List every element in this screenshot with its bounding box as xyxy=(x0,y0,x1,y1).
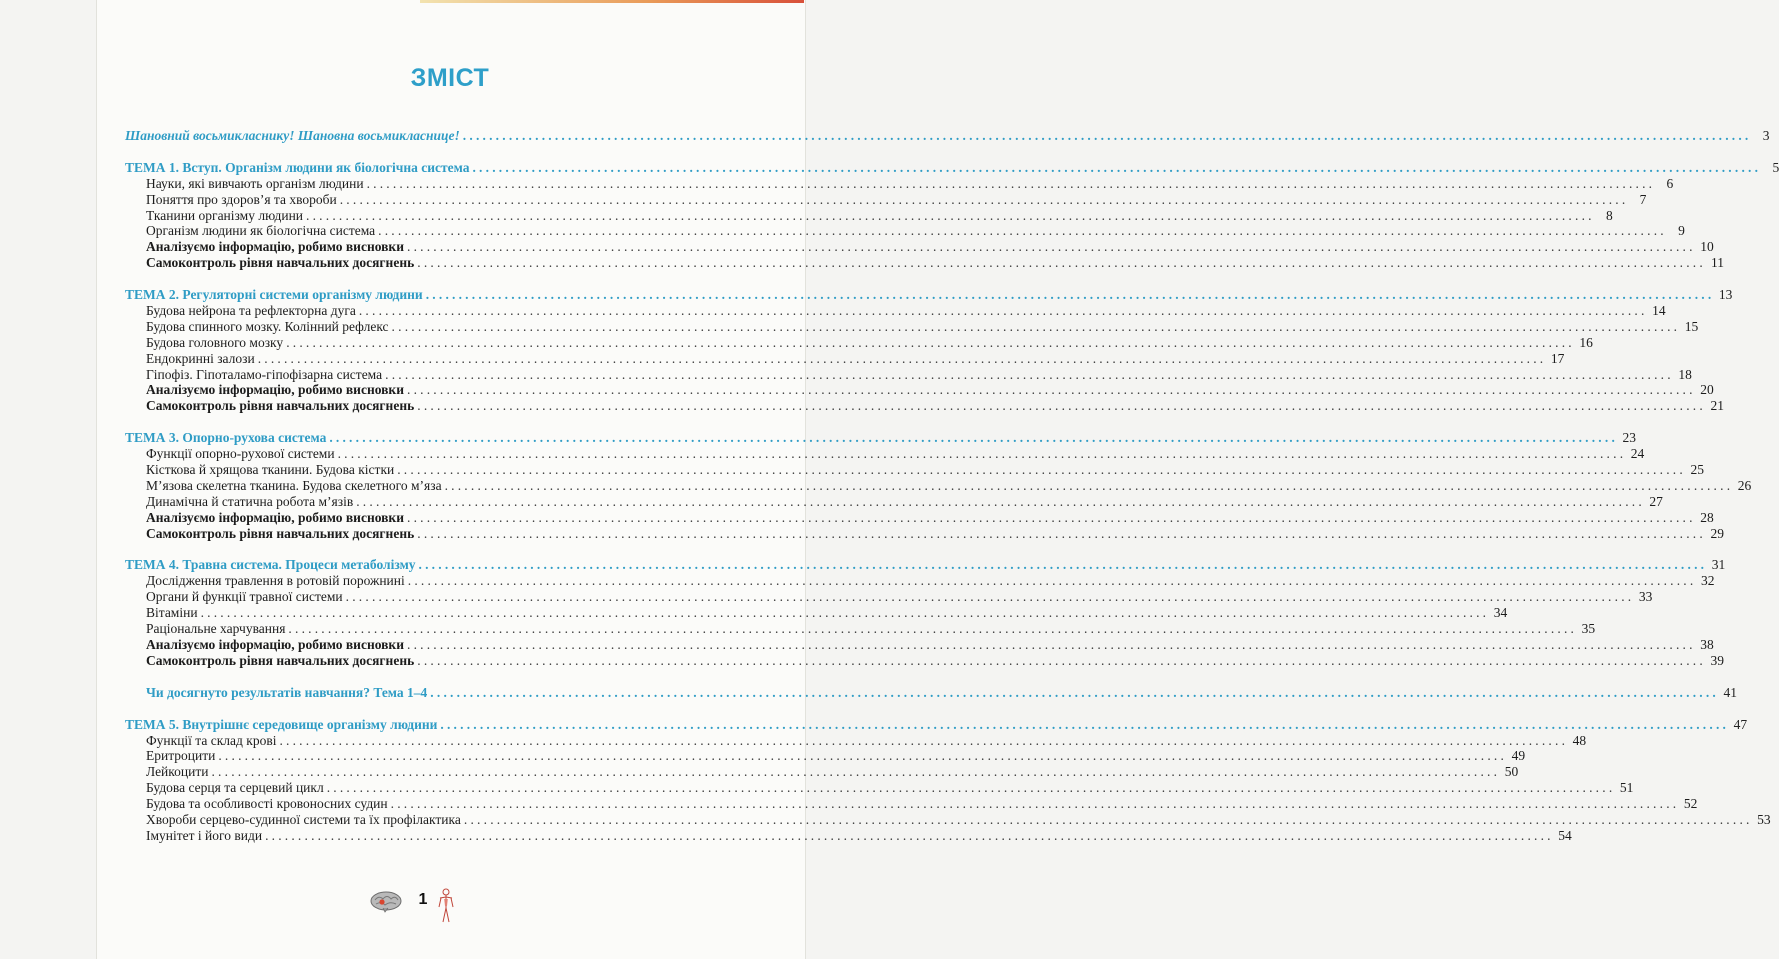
toc-entry-page: 10 xyxy=(1700,239,1714,255)
toc-entry-label: Організм людини як біологічна система xyxy=(146,223,376,239)
toc-entry-page: 27 xyxy=(1649,493,1663,509)
toc-entry-page: 7 xyxy=(1639,191,1647,207)
toc-theme-section xyxy=(125,430,1752,541)
leader-dots xyxy=(417,526,1706,542)
toc-entry[interactable] xyxy=(125,796,1698,812)
toc-entry-label: ТЕМА 4. Травна система. Процеси метаболізму xyxy=(125,557,416,573)
leader-dots xyxy=(288,621,1577,637)
toc-entry-label: Лейкоцити xyxy=(146,764,209,780)
toc-entry-label: ТЕМА 3. Опорно-рухова система xyxy=(125,430,327,446)
toc-entry[interactable] xyxy=(125,652,1724,669)
toc-entry-page: 6 xyxy=(1666,175,1674,191)
toc-entry-page: 24 xyxy=(1630,446,1645,462)
toc-entry-page: 35 xyxy=(1581,621,1596,637)
toc-entry[interactable] xyxy=(125,509,1714,526)
toc-entry[interactable] xyxy=(125,398,1724,414)
toc-entry-label: Вітаміни xyxy=(146,605,198,621)
toc-theme-section xyxy=(125,159,1779,271)
toc-entry-label: Будова спинного мозку. Колінний рефлекс xyxy=(146,318,389,334)
toc-entry-page: 13 xyxy=(1718,287,1733,303)
toc-entry[interactable] xyxy=(125,223,1685,239)
toc-entry-label: Імунітет і його види xyxy=(146,827,263,843)
toc-entry-label: Хвороби серцево-судинної системи та їх профілактика xyxy=(146,811,461,827)
leader-dots xyxy=(407,382,1696,398)
toc-entry-label: Будова та особливості кровоносних судин xyxy=(146,796,388,812)
leader-dots xyxy=(329,430,1618,446)
leader-dots xyxy=(472,160,1761,176)
toc-entry-page: 53 xyxy=(1757,811,1771,827)
leader-dots xyxy=(419,557,1708,573)
leader-dots xyxy=(463,128,1752,144)
toc-theme-heading[interactable] xyxy=(125,287,1733,303)
leader-dots xyxy=(340,192,1629,208)
toc-entry-label: Поняття про здоров’я та хвороби xyxy=(146,191,337,207)
toc-entry[interactable] xyxy=(125,318,1699,335)
leader-dots xyxy=(378,223,1667,239)
toc-entry-page: 17 xyxy=(1550,350,1565,366)
leader-dots xyxy=(430,685,1719,701)
toc-entry-page: 31 xyxy=(1711,557,1726,573)
leader-dots xyxy=(346,589,1635,605)
toc-entry[interactable] xyxy=(125,764,1519,780)
toc-entry-page: 15 xyxy=(1684,318,1699,334)
leader-dots xyxy=(367,176,1656,192)
toc-theme-heading[interactable] xyxy=(125,430,1637,446)
toc-entry-page: 23 xyxy=(1622,430,1637,446)
leader-dots xyxy=(201,605,1490,621)
toc-entry-page: 32 xyxy=(1700,573,1715,589)
leader-dots xyxy=(440,717,1729,733)
toc-entry[interactable] xyxy=(125,334,1593,351)
toc-entry-label: Функції опорно-рухової системи xyxy=(146,446,335,462)
toc-entry-page: 38 xyxy=(1700,636,1714,652)
toc-entry[interactable] xyxy=(125,366,1692,383)
toc-checkpoint-entry[interactable] xyxy=(125,684,1737,701)
toc-entry[interactable] xyxy=(125,605,1508,621)
toc-entry[interactable] xyxy=(125,780,1634,796)
toc-theme-section xyxy=(125,287,1733,414)
toc-entry[interactable] xyxy=(125,255,1724,271)
toc-entry-label: Органи й функції травної системи xyxy=(146,589,343,605)
toc-entry[interactable] xyxy=(125,239,1714,255)
toc-entry-label: Кісткова й хрящова тканини. Будова кістки xyxy=(146,462,395,478)
toc-entry-label: Дослідження травлення в ротовій порожнині xyxy=(146,573,405,589)
toc-entry-page: 34 xyxy=(1493,605,1508,621)
toc-entry-label: Самоконтроль рівня навчальних досягнень xyxy=(146,255,415,271)
leader-dots xyxy=(385,367,1674,383)
toc-entry-page: 52 xyxy=(1683,796,1698,812)
toc-theme-heading[interactable] xyxy=(125,159,1779,176)
toc-entry[interactable] xyxy=(125,175,1674,192)
toc-entry-label: Еритроцити xyxy=(146,748,216,764)
toc-entry-page: 20 xyxy=(1700,382,1714,398)
toc-entry-page: 48 xyxy=(1572,732,1587,748)
toc-entry-page: 29 xyxy=(1710,525,1724,541)
leader-dots xyxy=(286,335,1575,351)
toc-entry-page: 47 xyxy=(1733,716,1748,732)
toc-entry-label: Аналізуємо інформацію, робимо висновки xyxy=(146,509,404,525)
leader-dots xyxy=(338,446,1627,462)
toc-entry-label: Самоконтроль рівня навчальних досягнень xyxy=(146,398,415,414)
toc-theme-section xyxy=(125,716,1771,844)
leader-dots xyxy=(408,573,1697,589)
toc-entry-page: 21 xyxy=(1710,398,1724,414)
toc-entry[interactable] xyxy=(125,525,1724,542)
toc-entry[interactable] xyxy=(125,446,1645,462)
toc-entry[interactable] xyxy=(125,827,1572,844)
leader-dots xyxy=(391,796,1680,812)
toc-entry[interactable] xyxy=(125,811,1771,828)
toc-entry[interactable] xyxy=(125,350,1565,367)
human-body-icon xyxy=(437,888,455,924)
toc-entry-label: Динамічна й статична робота м’язів xyxy=(146,493,354,509)
toc-entry[interactable] xyxy=(125,207,1613,224)
toc-entry-page: 41 xyxy=(1723,684,1737,700)
toc-entry-label: Самоконтроль рівня навчальних досягнень xyxy=(146,652,415,668)
toc-entry-label: Будова серця та серцевий цикл xyxy=(146,780,324,796)
toc-entry-page: 28 xyxy=(1700,509,1714,525)
leader-dots xyxy=(211,764,1500,780)
toc-entry[interactable] xyxy=(125,589,1653,605)
leader-dots xyxy=(218,748,1507,764)
toc-entry-page: 9 xyxy=(1678,223,1685,239)
toc-entry[interactable] xyxy=(125,303,1666,319)
toc-entry-label: Аналізуємо інформацію, робимо висновки xyxy=(146,636,404,652)
toc-entry-label: ТЕМА 1. Вступ. Організм людини як біологічна система xyxy=(125,159,470,175)
toc-theme-section xyxy=(125,557,1726,668)
toc-entry-page: 25 xyxy=(1690,462,1704,478)
toc-entry-page: 33 xyxy=(1638,589,1653,605)
toc-entry-label: Раціональне харчування xyxy=(146,621,286,637)
leader-dots xyxy=(417,653,1706,669)
toc-entry[interactable] xyxy=(125,748,1526,764)
toc-entry[interactable] xyxy=(125,191,1647,208)
toc-entry-page: 51 xyxy=(1619,780,1634,796)
toc-entry-label: М’язова скелетна тканина. Будова скелетного м’яза xyxy=(146,477,442,493)
toc-entry-page: 18 xyxy=(1678,366,1692,382)
toc-entry-page: 39 xyxy=(1710,652,1724,668)
page-title: ЗМІСТ xyxy=(410,64,490,92)
toc-entry-label: Функції та склад крові xyxy=(146,732,277,748)
leader-dots xyxy=(464,812,1753,828)
toc-entry-label: ТЕМА 2. Регуляторні системи організму людини xyxy=(125,287,423,303)
leader-dots xyxy=(356,494,1645,510)
leader-dots xyxy=(417,398,1706,414)
leader-dots xyxy=(407,239,1696,255)
toc-entry[interactable] xyxy=(125,636,1714,653)
toc-entry-label: Будова нейрона та рефлекторна дуга xyxy=(146,303,356,319)
toc-entry-page: 14 xyxy=(1652,303,1666,319)
toc-entry-page: 26 xyxy=(1737,477,1752,493)
toc-entry-page: 54 xyxy=(1558,827,1572,843)
toc-entry-label: Ендокринні залози xyxy=(146,350,255,366)
toc-entry-label: Науки, які вивчають організм людини xyxy=(146,175,364,191)
leader-dots xyxy=(359,303,1648,319)
toc-entry-label: Самоконтроль рівня навчальних досягнень xyxy=(146,525,415,541)
leader-dots xyxy=(279,733,1568,749)
toc-entry[interactable] xyxy=(125,477,1752,494)
leader-dots xyxy=(407,637,1696,653)
toc-theme-heading[interactable] xyxy=(125,557,1726,573)
table-of-contents xyxy=(125,128,1779,844)
toc-theme-heading[interactable] xyxy=(125,716,1748,733)
leader-dots xyxy=(445,478,1734,494)
brain-icon xyxy=(369,891,403,913)
toc-intro-entry[interactable] xyxy=(125,128,1770,144)
toc-entry[interactable] xyxy=(125,462,1704,478)
toc-entry-label: Будова головного мозку xyxy=(146,334,284,350)
leader-dots xyxy=(306,208,1595,224)
leader-dots xyxy=(265,828,1554,844)
toc-entry-page: 3 xyxy=(1762,128,1770,143)
page-footer xyxy=(0,888,900,924)
toc-entry[interactable] xyxy=(125,382,1714,398)
toc-entry-page: 50 xyxy=(1504,764,1519,780)
toc-entry-page: 16 xyxy=(1579,334,1593,350)
leader-dots xyxy=(258,351,1547,367)
toc-entry-page: 5 xyxy=(1772,159,1779,175)
page-number: 1 xyxy=(418,891,428,908)
toc-entry-label: Аналізуємо інформацію, робимо висновки xyxy=(146,382,404,398)
toc-entry-page: 8 xyxy=(1605,207,1613,223)
toc-entry[interactable] xyxy=(125,732,1587,749)
toc-entry[interactable] xyxy=(125,573,1715,589)
toc-entry-label: Гіпофіз. Гіпоталамо-гіпофізарна система xyxy=(146,366,383,382)
toc-entry[interactable] xyxy=(125,493,1663,510)
toc-entry-label: Аналізуємо інформацію, робимо висновки xyxy=(146,239,404,255)
toc-entry-page: 49 xyxy=(1511,748,1526,764)
leader-dots xyxy=(397,462,1686,478)
leader-dots xyxy=(392,319,1681,335)
leader-dots xyxy=(426,287,1715,303)
toc-entry-page: 11 xyxy=(1710,255,1724,271)
toc-entry-label: Тканини організму людини xyxy=(146,207,304,223)
leader-dots xyxy=(327,780,1616,796)
leader-dots xyxy=(417,255,1706,271)
toc-entry-label: Чи досягнуто результатів навчання? Тема 1–4 xyxy=(146,684,428,700)
toc-entry-label: ТЕМА 5. Внутрішнє середовище організму людини xyxy=(125,716,438,732)
toc-entry[interactable] xyxy=(125,621,1596,637)
decorative-stripe xyxy=(420,0,804,3)
toc-entry-label: Шановний восьмикласнику! Шановна восьмикласнице! xyxy=(125,128,460,143)
leader-dots xyxy=(407,510,1696,526)
